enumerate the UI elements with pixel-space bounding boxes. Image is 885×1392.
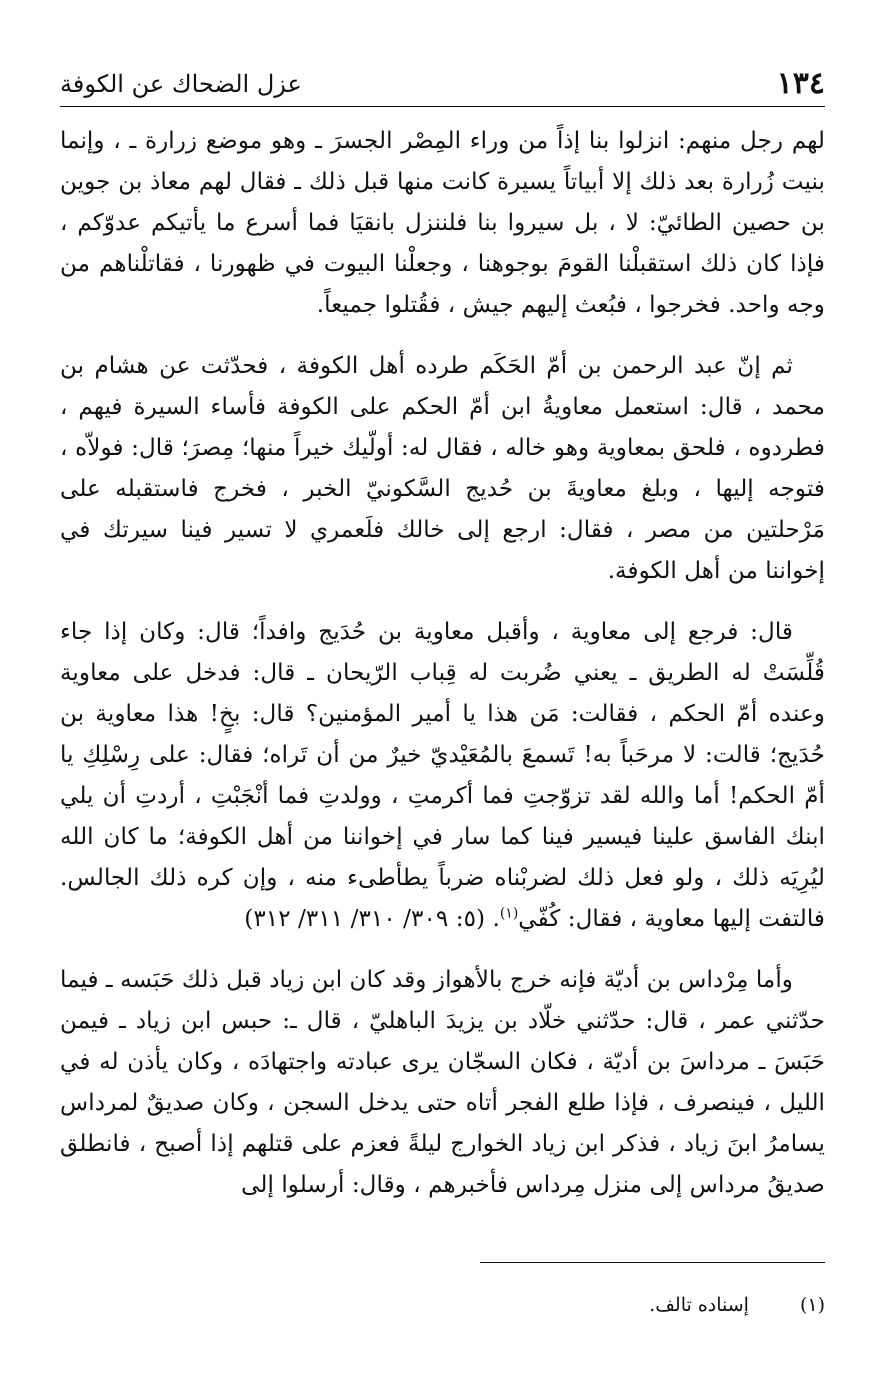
paragraph-1-text: لهم رجل منهم: انزلوا بنا إذاً من وراء المِصْر الجسرَ ـ وهو موضع زرارة ـ ، وإنما بنيت زُرارة بعد ذلك إلا أبياتاً يسيرة كانت منها قبل ذلك ـ فقال لهم معاذ بن جوين بن حصين الطائيّ: لا ، بل سيروا بنا فلننزل بانقيَا فما أسرع ما يأتيكم عدوّكم ، فإذا كان ذلك استقبلْنا القومَ بوجوهنا ، وجعلْنا البيوت في ظهورنا ، فقاتلْناهم من وجه واحد. فخرجوا ، فبُعث إليهم جيش ، فقُتلوا جميعاً. xyxy=(60,127,825,318)
page-header xyxy=(60,62,825,106)
header-rule xyxy=(60,106,825,107)
paragraph-4-text: وأما مِرْداس بن أديّة فإنه خرج بالأهواز وقد كان ابن زياد قبل ذلك حَبَسه ـ فيما حدّثني عمر ، قال: حدّثني خلّاد بن يزيدَ الباهليّ ، قال ـ: حبس ابن زياد ـ فيمن حَبَسَ ـ مرداسَ بن أديّة ، فكان السجّان يرى عبادته واجتهادَه ، وكان يأذن له في الليل ، فينصرف ، فإذا طلع الفجر أتاه حتى يدخل السجن ، وكان صديقٌ لمرداس يسامرُ ابنَ زياد ، فذكر ابن زياد الخوارج ليلةً فعزم على قتلهم إذا أصبح ، فانطلق صديقُ مرداس إلى منزل مِرداس فأخبرهم ، وقال: أرسلوا إلى xyxy=(60,966,825,1198)
page-number: ١٣٤ xyxy=(776,66,825,101)
main-text xyxy=(60,120,825,1205)
footnote-text: إسناده تالف. xyxy=(649,1294,749,1316)
footnote-reference[interactable]: (١) xyxy=(499,905,519,922)
paragraph-2 xyxy=(60,345,825,591)
footnote-number: (١) xyxy=(799,1294,825,1316)
running-title: عزل الضحاك عن الكوفة xyxy=(60,70,302,98)
paragraph-1 xyxy=(60,120,825,325)
paragraph-4 xyxy=(60,959,825,1205)
paragraph-3 xyxy=(60,611,825,939)
paragraph-3-citation: . (٥: ٣٠٩/ ٣١٠/ ٣١١/ ٣١٢) xyxy=(244,905,500,932)
footnote xyxy=(60,1290,825,1320)
paragraph-3-text: قال: فرجع إلى معاوية ، وأقبل معاوية بن حُدَيج وافداً؛ قال: وكان إذا جاء قُلِّسَتْ له الطريق ـ يعني ضُربت له قِباب الرّيحان ـ قال: فدخل على معاوية وعنده أمّ الحكم ، فقالت: مَن هذا يا أمير المؤمنين؟ قال: بخٍ! هذا معاوية بن حُدَيج؛ قالت: لا مرحَباً به! تَسمعَ بالمُعَيْديّ خيرٌ من أن تَراه؛ فقال: على رِسْلِكِ يا أمّ الحكم! أما والله لقد تزوّجتِ فما أكرمتِ ، وولدتِ فما أنْجَبْتِ ، أردتِ أن يلي ابنك الفاسق علينا فيسير فينا كما سار في إخواننا من أهل الكوفة؛ ما كان الله ليُرِيَه ذلك ، ولو فعل ذلك لضربْناه ضرباً يطأطىء منه ، وإن كره ذلك الجالس. فالتفت إليها معاوية ، فقال: كُفّي xyxy=(60,618,825,932)
paragraph-2-text: ثم إنّ عبد الرحمن بن أمّ الحَكَم طرده أهل الكوفة ، فحدّثت عن هشام بن محمد ، قال: استعمل معاويةُ ابن أمّ الحكم على الكوفة فأساء السيرة فيهم ، فطردوه ، فلحق بمعاوية وهو خاله ، فقال له: أولّيك خيراً منها؛ مِصرَ؛ قال: فولاّه ، فتوجه إليها ، وبلغ معاويةَ بن حُديج السَّكونيّ الخبر ، فخرج فاستقبله على مَرْحلتين من مصر ، فقال: ارجع إلى خالك فلَعمري لا تسير فينا سيرتك في إخواننا من أهل الكوفة. xyxy=(60,352,825,584)
footnote-rule xyxy=(480,1262,825,1263)
